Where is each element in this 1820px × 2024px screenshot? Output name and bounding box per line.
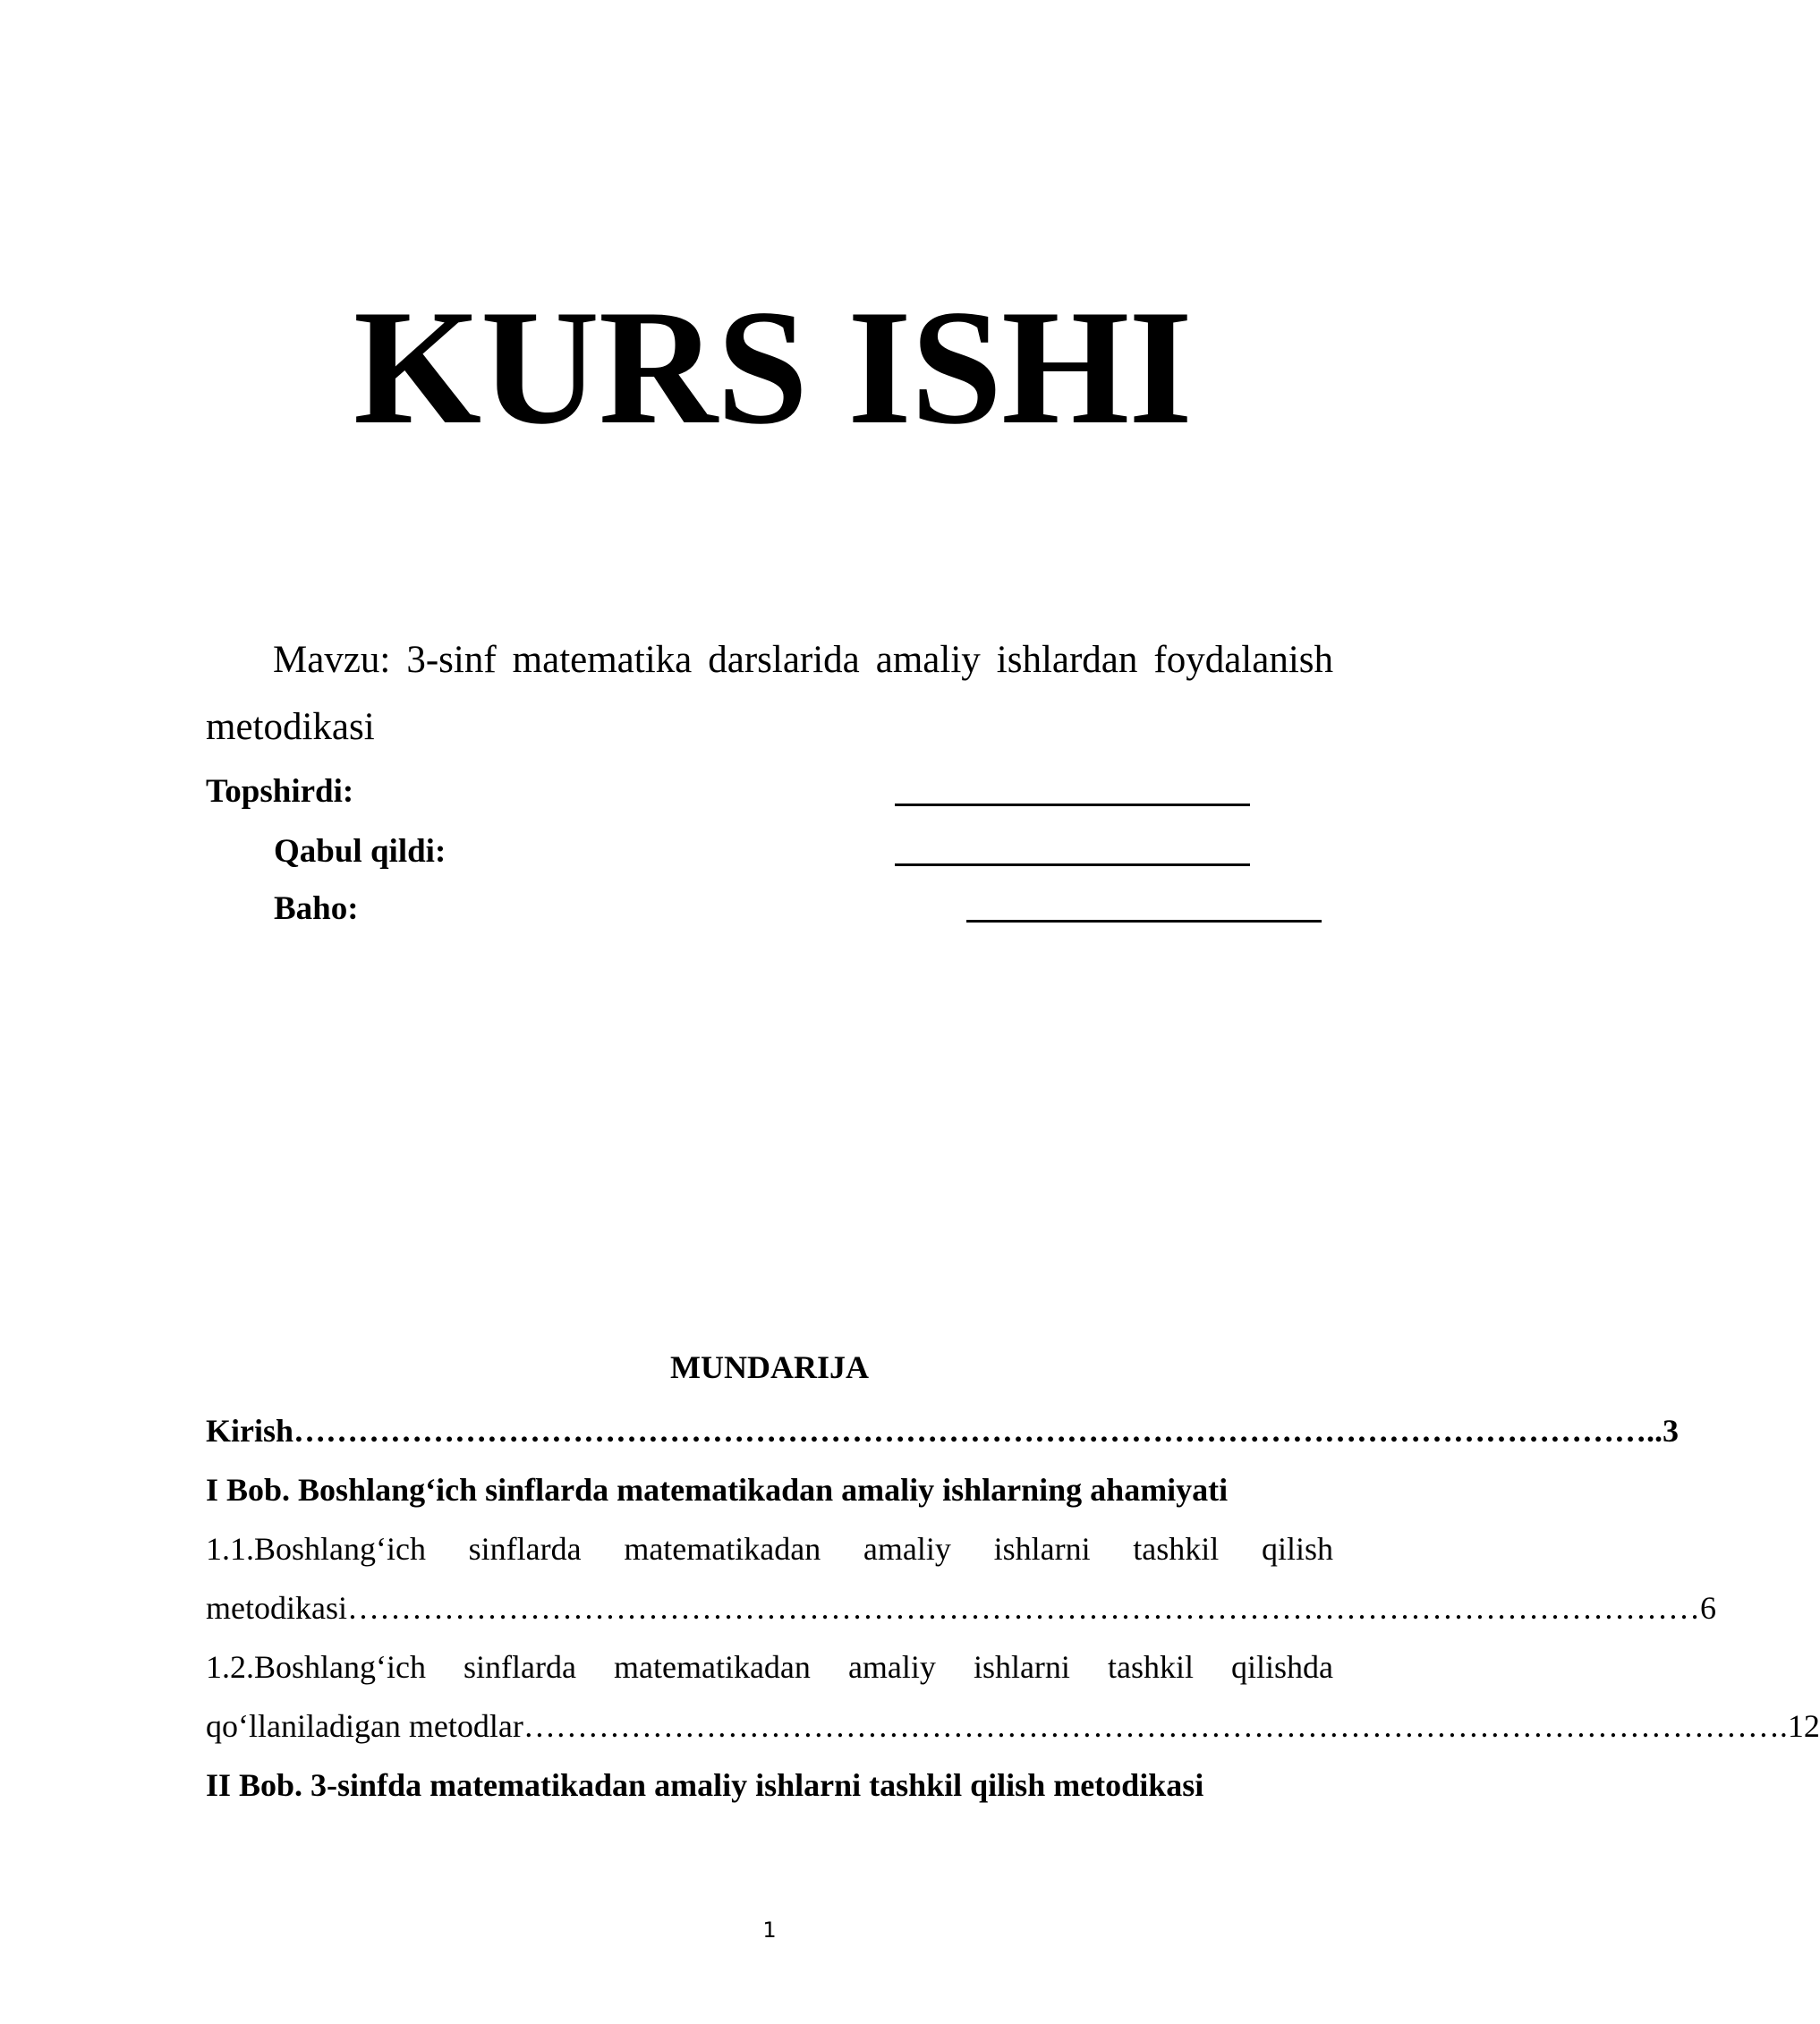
toc-entry-title: Kirish	[206, 1413, 294, 1449]
toc-dot-leader: ………………………………………………………………………………………………………………	[346, 1590, 1700, 1626]
toc-entry-title: metodikasi	[206, 1590, 347, 1626]
toc-entry-page: .12	[1779, 1708, 1820, 1744]
page-number: 1	[762, 1918, 777, 1943]
contents-heading: MUNDARIJA	[670, 1349, 869, 1385]
toc-entry-title: I Bob. Boshlang‘ich sinflarda matematikadan amaliy ishlarning ahamiyati	[206, 1472, 1229, 1508]
topic-paragraph: Mavzu: 3-sinf matematika darslarida amaliy ishlardan foydalanish metodikasi	[206, 639, 1333, 748]
toc-entry-chapter-1	[206, 1460, 1333, 1519]
grade-label: Baho:	[274, 890, 359, 927]
accepted-by-label: Qabul qildi:	[274, 833, 446, 870]
toc-dot-leader: ………………………………………………………………………………………………………………	[293, 1413, 1647, 1449]
table-of-contents	[206, 1401, 1820, 1815]
toc-entry-section-1-1-line-1: 1.1.Boshlang‘ich sinflarda matematikadan amaliy ishlarni tashkil qilish	[206, 1531, 1333, 1567]
toc-entry-section-1-2-line-1: 1.2.Boshlang‘ich sinflarda matematikadan amaliy ishlarni tashkil qilishda	[206, 1649, 1333, 1685]
toc-entry-page: ..3	[1646, 1413, 1680, 1449]
accepted-by-blank-line	[895, 863, 1250, 866]
toc-entry-chapter-2	[206, 1756, 1333, 1815]
toc-dot-leader: ………………………………………………………………………………………………………	[523, 1708, 1780, 1744]
toc-entry-page: 6	[1699, 1590, 1716, 1626]
submitted-by-label: Topshirdi:	[206, 773, 354, 810]
toc-entry-introduction	[206, 1401, 1680, 1460]
toc-entry-title: II Bob. 3-sinfda matematikadan amaliy ishlarni tashkil qilish metodikasi	[206, 1767, 1204, 1803]
grade-blank-line	[966, 920, 1322, 923]
document-title: KURS ISHI	[353, 276, 1192, 458]
submitted-by-blank-line	[895, 804, 1250, 806]
toc-entry-title: qo‘llaniladigan metodlar	[206, 1708, 523, 1744]
toc-entry-section-1-1-line-2	[206, 1578, 1716, 1637]
toc-entry-section-1-2-line-2	[206, 1697, 1820, 1756]
